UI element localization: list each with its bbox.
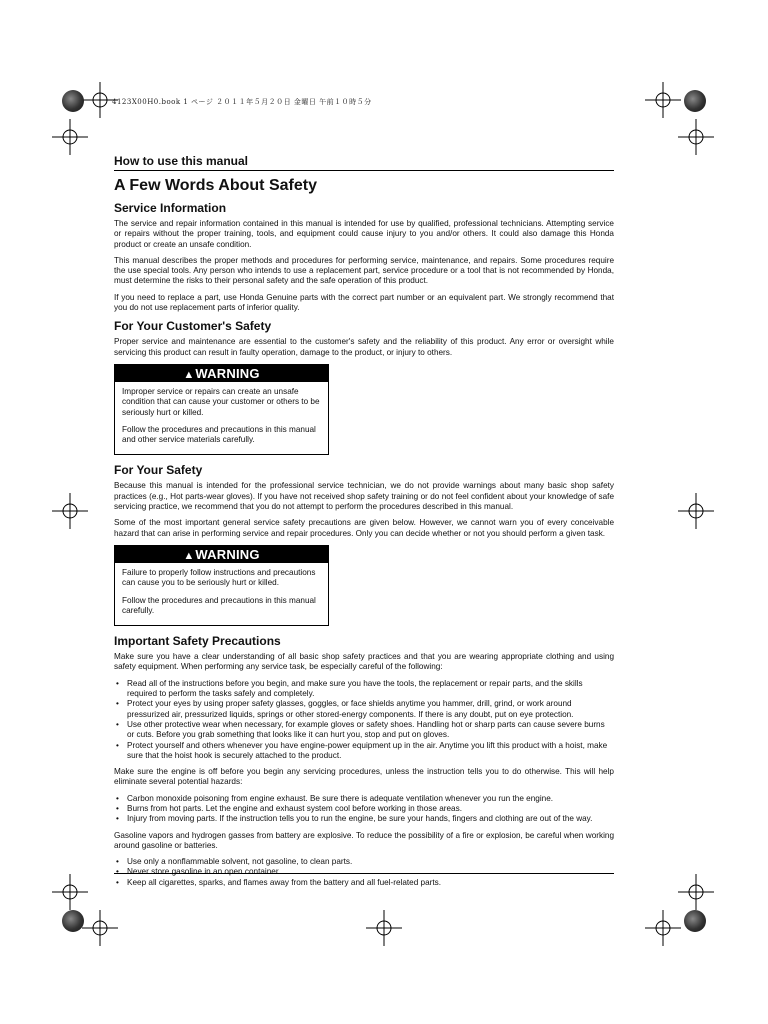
service-info-heading: Service Information	[114, 201, 227, 215]
list-item: • Never store gasoline in an open container.	[123, 867, 614, 877]
registration-mark-icon	[52, 119, 88, 155]
paragraph: This manual describes the proper methods and procedures for performing service, maintenance, and repairs. Some procedures require the use special tools. Any person who intends to use a replacement part, service procedure or a tool that is not recommended by Honda, must determine the risks to their personal safety and the safe operation of this product.	[114, 255, 614, 286]
registration-mark-icon	[678, 874, 714, 910]
registration-mark-icon	[366, 910, 402, 946]
list-item: • Protect yourself and others whenever you have engine-power equipment up in the air. Anytime you lift this product with a hoist, make sure that the hoist hook is securely attached to the product.	[123, 741, 614, 762]
warning-triangle-icon: ▲	[183, 549, 195, 562]
registration-mark-icon	[52, 874, 88, 910]
warning-box	[114, 545, 329, 626]
paragraph: Some of the most important general service safety precautions are given below. However, we cannot warn you of every conceivable hazard that can arise in performing service and repair procedures. Only you can decide whether or not you should perform a given task.	[114, 518, 614, 538]
paragraph: Proper service and maintenance are essential to the customer's safety and the reliability of this product. Any error or oversight while servicing this product can result in faulty operation, damage to the product, or injury to others.	[114, 337, 614, 357]
list-item: • Carbon monoxide poisoning from engine exhaust. Be sure there is adequate ventilation whenever you run the engine.	[123, 794, 614, 804]
registration-mark-icon	[52, 493, 88, 529]
warning-text: Failure to properly follow instructions and precautions can cause you to be seriously hurt or killed.	[122, 567, 316, 588]
warning-triangle-icon: ▲	[183, 368, 195, 381]
registration-mark-icon	[678, 493, 714, 529]
list-item: • Read all of the instructions before you begin, and make sure you have the tools, the replacement or repair parts, and the skills required to perform the tasks safely and completely.	[123, 679, 614, 700]
warning-header	[115, 546, 328, 563]
list-item: • Use other protective wear when necessary, for example gloves or safety shoes. Handling hot or sharp parts can cause severe burns or cuts. Before you grab something that looks like it can hurt you, stop and put on gloves.	[123, 720, 614, 741]
registration-mark-icon	[645, 82, 681, 118]
color-dot-icon	[684, 90, 706, 112]
warning-label: WARNING	[195, 546, 260, 562]
warning-label: WARNING	[195, 365, 260, 381]
bullet-list	[114, 794, 614, 825]
precautions-heading: Important Safety Precautions	[114, 634, 281, 649]
list-item: • Injury from moving parts. If the instruction tells you to run the engine, be sure your hands, fingers and clothing are out of the way.	[123, 814, 614, 824]
paragraph: If you need to replace a part, use Honda Genuine parts with the correct part number or an equivalent part. We strongly recommend that you do not use replacement parts of inferior quality.	[114, 292, 614, 313]
paragraph: Because this manual is intended for the professional service technician, we do not provide warnings about many basic shop safety practices (e.g., Hot parts-wear gloves). If you have not received shop safety training or do not feel confident about your knowledge of safe servicing practice, we recommend that you do not attempt to perform the procedures described in this manual.	[114, 481, 614, 512]
paragraph: Make sure you have a clear understanding of all basic shop safety practices and that you are wearing appropriate clothing and using safety equipment. When performing any service task, be especially careful of the following:	[114, 652, 614, 672]
warning-box	[114, 364, 329, 455]
registration-mark-icon	[678, 119, 714, 155]
bottom-divider	[114, 873, 614, 874]
warning-header	[115, 365, 328, 382]
list-item: • Use only a nonflammable solvent, not gasoline, to clean parts.	[123, 857, 614, 867]
page-title: A Few Words About Safety	[114, 177, 317, 194]
section-title: How to use this manual	[114, 154, 614, 171]
registration-mark-icon	[82, 910, 118, 946]
bullet-list	[114, 679, 614, 761]
list-item: • Keep all cigarettes, sparks, and flames away from the battery and all fuel-related parts.	[123, 878, 614, 888]
customer-safety-heading: For Your Customer's Safety	[114, 319, 272, 334]
color-dot-icon	[62, 910, 84, 932]
your-safety-heading: For Your Safety	[114, 463, 203, 478]
color-dot-icon	[684, 910, 706, 932]
list-item: • Burns from hot parts. Let the engine and exhaust system cool before working in those areas.	[123, 804, 614, 814]
warning-text: Follow the procedures and precautions in this manual and other service materials carefully.	[122, 424, 316, 445]
warning-text: Improper service or repairs can create an unsafe condition that can cause your customer or others to be seriously hurt or killed.	[122, 386, 320, 417]
warning-text: Follow the procedures and precautions in this manual carefully.	[122, 595, 316, 615]
list-item: • Protect your eyes by using proper safety glasses, goggles, or face shields anytime you hammer, drill, grind, or work around pressurized air, pressurized liquids, springs or other stored-energy components. If there is any doubt, put on eye protection.	[123, 699, 614, 720]
page-content	[114, 154, 614, 894]
color-dot-icon	[62, 90, 84, 112]
paragraph: Gasoline vapors and hydrogen gasses from battery are explosive. To reduce the possibility of a fire or explosion, be careful when working around gasoline or batteries.	[114, 830, 614, 850]
print-header-stamp: 4123X00H0.book 1 ページ ２０１１年５月２０日 金曜日 午前１０時５分	[112, 98, 372, 106]
paragraph: Make sure the engine is off before you begin any servicing procedures, unless the instruction tells you to do otherwise. This will help eliminate several potential hazards:	[114, 767, 614, 787]
registration-mark-icon	[645, 910, 681, 946]
paragraph: The service and repair information contained in this manual is intended for use by qualified, professional technicians. Attempting service or repairs without the proper training, tools, and equipment could cause injury to you and/or others. It could also damage this Honda product or create an unsafe condition.	[114, 219, 614, 249]
